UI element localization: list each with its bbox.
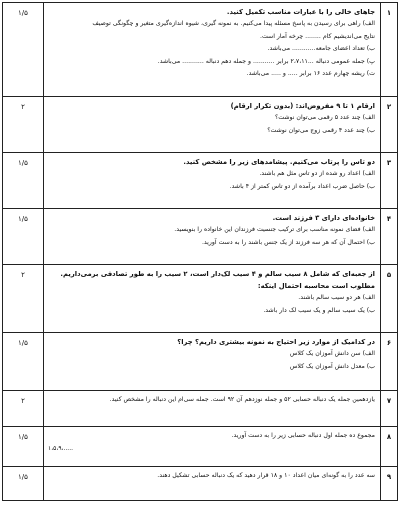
question-line: الف) چند عدد ۵ رقمی می‌توان نوشت؟: [275, 114, 375, 121]
exam-table: [2, 2, 398, 501]
question-line: ب) یک سیب سالم و یک سیب لک دار باشد.: [263, 306, 375, 314]
question-score: ۲: [3, 97, 44, 153]
question-content: [44, 265, 381, 333]
question-number: ۹: [381, 467, 398, 501]
question-content: [44, 97, 381, 153]
question-row-9: [3, 467, 398, 501]
question-number: ۲: [381, 97, 398, 153]
question-row-8: [3, 427, 398, 467]
question-title: ارقام ۱ تا ۹ مفروض‌اند: (بدون تکرار ارقام): [230, 102, 375, 110]
question-title: خانواده‌ای دارای ۳ فرزند است.: [272, 214, 375, 222]
question-number: ۶: [381, 333, 398, 391]
question-title: در کدامیک از موارد زیر احتیاج به نمونه بیشتری داریم؟ چرا؟: [177, 338, 375, 346]
question-content: [44, 153, 381, 209]
question-content: [44, 333, 381, 391]
question-content: [44, 467, 381, 501]
question-number: ۸: [381, 427, 398, 467]
question-row-1: [3, 3, 398, 97]
question-content: [44, 3, 381, 97]
question-row-5: [3, 265, 398, 333]
question-line: مجموع ده جمله اول دنباله حسابی زیر را به دست آورید.: [231, 432, 375, 439]
question-title: جاهای خالی را با عبارات مناسب تکمیل کنید.: [226, 8, 375, 16]
question-score: ۱/۵: [3, 427, 44, 467]
question-score: ۲: [3, 265, 44, 333]
question-line: ب) حاصل ضرب اعداد برآمده از دو تاس کمتر از ۴ باشد.: [229, 182, 375, 190]
question-content: [44, 427, 381, 467]
question-score: ۱/۵: [3, 467, 44, 501]
question-row-3: [3, 153, 398, 209]
question-line: ب) چند عدد ۴ رقمی زوج می‌توان نوشت؟: [267, 126, 375, 134]
question-number: ۷: [381, 391, 398, 427]
question-score: ۱/۵: [3, 3, 44, 97]
question-line: الف) هر دو سیب سالم باشند.: [298, 294, 375, 301]
question-content: [44, 391, 381, 427]
question-line: ت) ریشه چهارم عدد ۱۶ برابر ..... و ..... می‌باشد.: [246, 70, 375, 77]
question-number: ۳: [381, 153, 398, 209]
question-number: ۵: [381, 265, 398, 333]
question-row-2: [3, 97, 398, 153]
question-line: الف) راهی برای رسیدن به پاسخ مسئله پیدا می‌کنیم. به نمونه گیری، شیوه اندازه‌گیری متغیر و چگونگی توصیف: [92, 20, 375, 27]
question-row-6: [3, 333, 398, 391]
question-row-4: [3, 209, 398, 265]
question-score: ۱/۵: [3, 153, 44, 209]
question-line: الف) سن دانش آموزان یک کلاس: [289, 350, 375, 357]
question-score: ۱/۵: [3, 333, 44, 391]
question-line: الف) فضای نمونه مناسب برای ترکیب جنسیت فرزندان این خانواده را بنویسید.: [174, 226, 375, 233]
question-number: ۱: [381, 3, 398, 97]
question-line: الف) اعداد رو شده از دو تاس مثل هم باشند.: [259, 170, 375, 177]
question-score: ۲: [3, 391, 44, 427]
question-score: ۱/۵: [3, 209, 44, 265]
question-title: از جعبه‌ای که شامل ۸ سیب سالم و ۴ سیب لک‌دار است، ۲ سیب را به طور تصادفی برمی‌داریم.: [60, 270, 375, 278]
question-line: ب) معدل دانش آموزان یک کلاس: [289, 362, 375, 370]
question-line: نتایج می‌اندیشیم کام ........ چرخه آمار است.: [259, 32, 375, 40]
question-line: ب) احتمال آن که هر سه فرزند از یک جنس باشند را به دست آورید.: [201, 238, 375, 246]
question-number: ۴: [381, 209, 398, 265]
question-subtitle: مطلوب است محاسبه احتمال اینکه:: [257, 282, 375, 290]
question-line: پ) جمله عمومی دنباله ...۲،۷،۱۱ برابر ........... و جمله دهم دنباله ........... می‌باشد.: [157, 57, 375, 65]
sequence-text: ۱،۵،۹،.....: [48, 444, 74, 452]
question-line: یازدهمین جمله یک دنباله حسابی ۵۲ و جمله نوزدهم آن ۹۲ است. جمله سی‌ام این دنباله را مشخص کنید.: [109, 396, 375, 403]
question-line: سه عدد را به گونه‌ای میان اعداد ۱۰ و ۱۸ قرار دهید که یک دنباله حسابی تشکیل دهند.: [157, 472, 375, 479]
question-title: دو تاس را پرتاب می‌کنیم. پیشامدهای زیر را مشخص کنید.: [183, 158, 375, 166]
question-line: ب) تعداد اعضای جامعه............ می‌باشد.: [267, 45, 375, 52]
question-row-7: [3, 391, 398, 427]
question-content: [44, 209, 381, 265]
